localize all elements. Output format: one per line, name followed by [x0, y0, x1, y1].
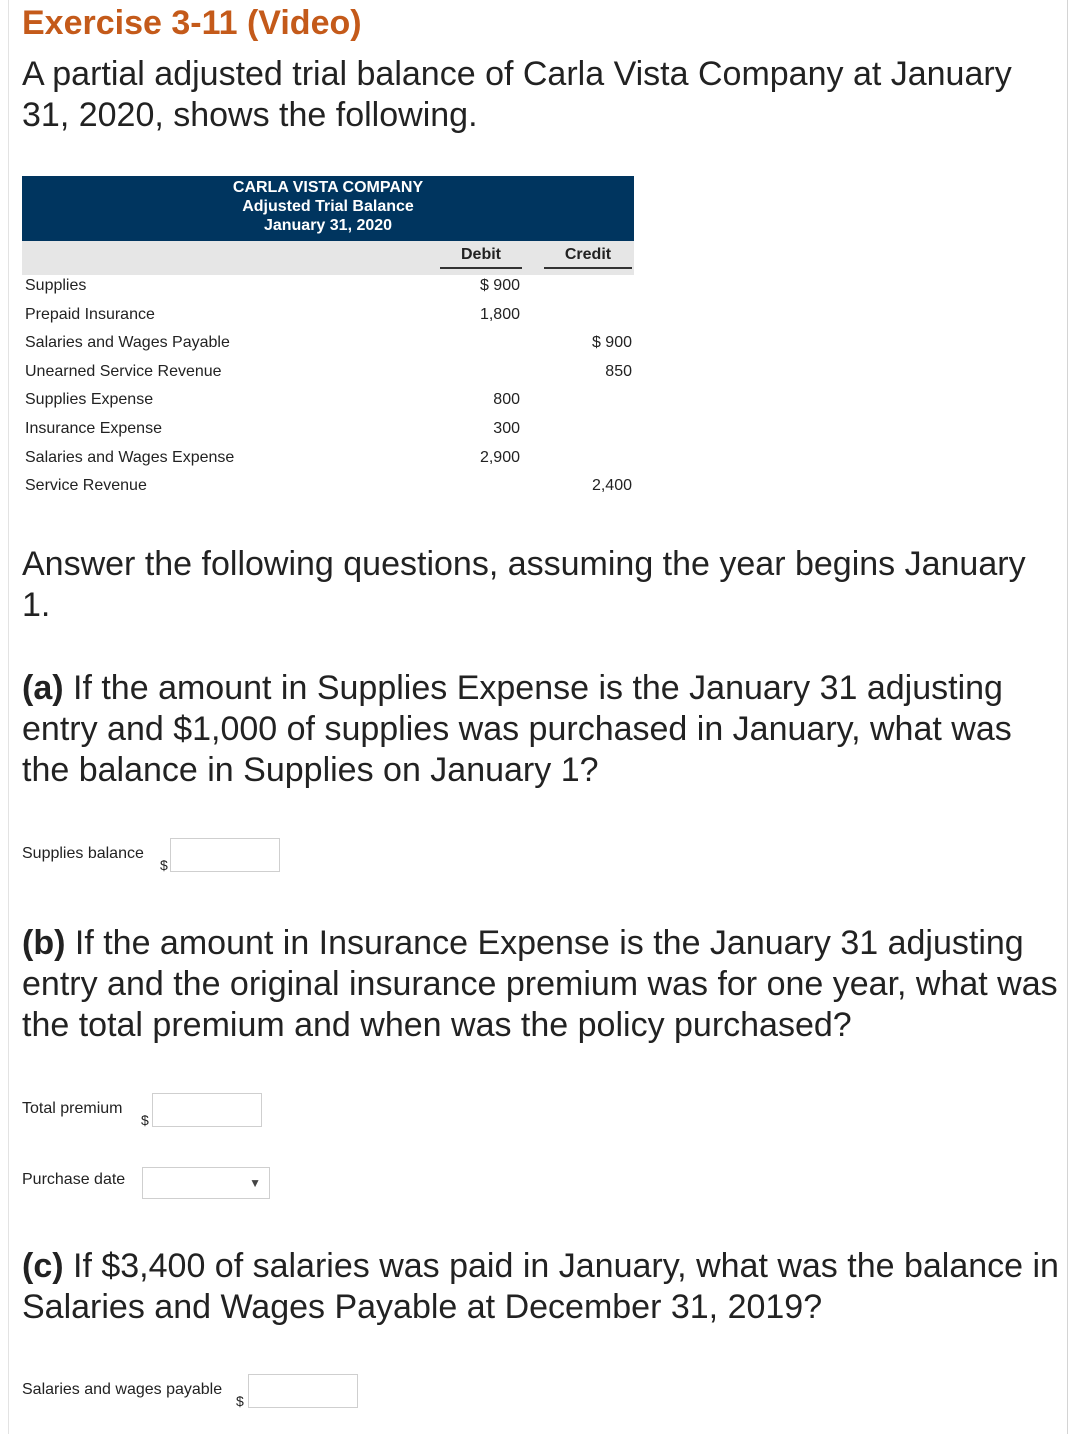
salaries-payable-currency: $: [236, 1393, 244, 1409]
question-b-tag: (b): [22, 924, 66, 962]
intro-text: A partial adjusted trial balance of Carla Vista Company at January 31, 2020, shows the following.: [22, 55, 1012, 134]
credit-header: Credit: [544, 246, 632, 269]
trial-balance-row: [22, 306, 634, 334]
purchase-date-label: Purchase date: [22, 1171, 126, 1188]
supplies-balance-currency: $: [160, 857, 168, 873]
column-headers: [22, 241, 634, 275]
question-b-text: If the amount in Insurance Expense is the January 31 adjusting entry and the original insurance premium was for one year, what was the total premium and when was the policy purchased?: [22, 924, 1058, 1044]
trial-balance-row: [22, 277, 634, 305]
debit-amount: 2,900: [479, 448, 520, 466]
trial-balance-row: [22, 477, 634, 505]
debit-amount: $ 900: [479, 277, 520, 294]
account-name: Prepaid Insurance: [25, 305, 155, 323]
trial-balance-row: [22, 334, 634, 362]
question-a-text: If the amount in Supplies Expense is the January 31 adjusting entry and $1,000 of supplies was purchased in January, what was the balance in Supplies on January 1?: [22, 669, 1012, 789]
right-border: [1067, 0, 1068, 1434]
statement-date: January 31, 2020: [263, 217, 393, 234]
trial-balance-row: [22, 449, 634, 477]
purchase-date-select[interactable]: [142, 1167, 270, 1199]
account-name: Salaries and Wages Expense: [25, 448, 235, 466]
credit-amount: 2,400: [591, 477, 632, 495]
total-premium-currency: $: [141, 1112, 149, 1128]
debit-amount: 300: [493, 420, 520, 437]
debit-header: Debit: [440, 246, 522, 269]
debit-amount: 1,800: [479, 305, 520, 323]
question-a-tag: (a): [22, 669, 64, 707]
instructions-text: Answer the following questions, assuming the year begins January 1.: [22, 545, 1026, 624]
account-name: Insurance Expense: [25, 420, 162, 437]
account-name: Supplies Expense: [25, 391, 154, 409]
credit-amount: $ 900: [591, 334, 632, 352]
trial-balance-header: [22, 176, 634, 241]
salaries-payable-label: Salaries and wages payable: [22, 1381, 223, 1398]
account-name: Service Revenue: [25, 477, 147, 495]
dropdown-arrow-icon: ▼: [249, 1176, 261, 1190]
credit-amount: 850: [605, 362, 632, 380]
trial-balance-table: [22, 176, 634, 495]
debit-amount: 800: [493, 391, 520, 409]
question-c-text: If $3,400 of salaries was paid in January, what was the balance in Salaries and Wages Payable at December 31, 2019?: [22, 1247, 1059, 1326]
exercise-title: Exercise 3-11 (Video): [22, 4, 362, 42]
supplies-balance-label: Supplies balance: [22, 845, 144, 862]
question-a: [22, 668, 1062, 791]
question-c: [22, 1246, 1062, 1328]
salaries-payable-input[interactable]: [248, 1374, 358, 1408]
account-name: Supplies: [25, 277, 87, 294]
statement-name: Adjusted Trial Balance: [242, 198, 414, 215]
total-premium-label: Total premium: [22, 1100, 123, 1117]
account-name: Salaries and Wages Payable: [25, 334, 230, 352]
account-name: Unearned Service Revenue: [25, 362, 222, 380]
trial-balance-row: [22, 420, 634, 448]
supplies-balance-input[interactable]: [170, 838, 280, 872]
left-border: [8, 0, 9, 1434]
question-b: [22, 923, 1062, 1046]
question-c-tag: (c): [22, 1247, 64, 1285]
company-name: CARLA VISTA COMPANY: [232, 179, 424, 196]
total-premium-input[interactable]: [152, 1093, 262, 1127]
trial-balance-row: [22, 391, 634, 419]
trial-balance-row: [22, 363, 634, 391]
